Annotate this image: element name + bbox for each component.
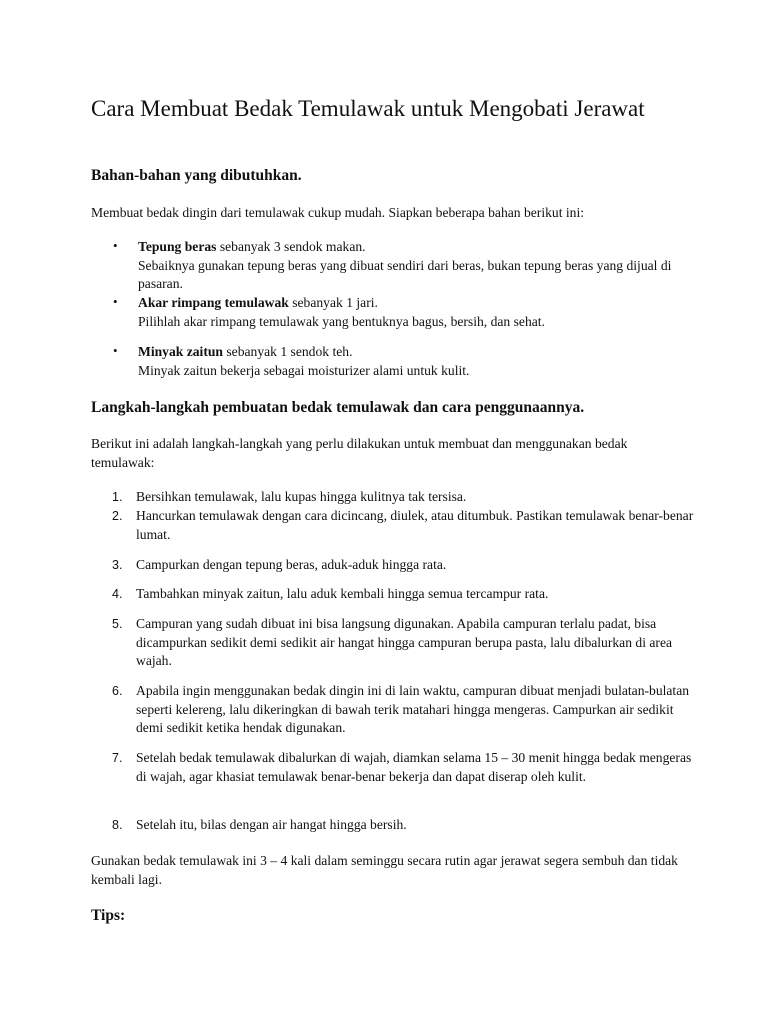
bullet-icon: • <box>113 343 118 358</box>
step-item <box>112 615 697 671</box>
document-title: Cara Membuat Bedak Temulawak untuk Mengobati Jerawat <box>91 96 645 121</box>
step-text: Setelah itu, bilas dengan air hangat hingga bersih. <box>136 817 407 832</box>
step-number: 2. <box>112 509 123 523</box>
ingredient-name: Akar rimpang temulawak <box>138 295 289 310</box>
ingredient-note: Pilihlah akar rimpang temulawak yang bentuknya bagus, bersih, dan sehat. <box>138 313 545 329</box>
tips-heading: Tips: <box>91 907 126 924</box>
ingredient-note: Minyak zaitun bekerja sebagai moisturizer alami untuk kulit. <box>138 362 470 378</box>
ingredient-name: Tepung beras <box>138 239 217 254</box>
ingredient-note: Sebaiknya gunakan tepung beras yang dibuat sendiri dari beras, bukan tepung beras yang dijual di pasaran. <box>138 257 672 291</box>
step-number: 5. <box>112 617 123 631</box>
step-text: Hancurkan temulawak dengan cara dicincang, diulek, atau ditumbuk. Pastikan temulawak benar-benar lumat. <box>136 508 694 542</box>
step-item <box>112 682 697 738</box>
ingredient-amount: sebanyak 1 jari. <box>288 295 378 310</box>
step-number: 4. <box>112 587 123 601</box>
step-item <box>112 816 697 835</box>
step-item <box>112 749 697 786</box>
step-number: 8. <box>112 818 123 832</box>
steps-intro: Berikut ini adalah langkah-langkah yang perlu dilakukan untuk membuat dan menggunakan bedak temulawak: <box>91 436 628 470</box>
step-text: Setelah bedak temulawak dibalurkan di wajah, diamkan selama 15 – 30 menit hingga bedak mengeras di wajah, agar khasiat temulawak benar-benar bekerja dan dapat diserap oleh kulit. <box>136 750 692 784</box>
ingredient-item <box>113 294 713 331</box>
ingredients-intro: Membuat bedak dingin dari temulawak cukup mudah. Siapkan beberapa bahan berikut ini: <box>91 205 585 220</box>
closing-paragraph: Gunakan bedak temulawak ini 3 – 4 kali dalam seminggu secara rutin agar jerawat segera sembuh dan tidak kembali lagi. <box>91 853 678 887</box>
step-number: 1. <box>112 490 123 504</box>
step-text: Campuran yang sudah dibuat ini bisa langsung digunakan. Apabila campuran terlalu padat, bisa dicampurkan sedikit demi sedikit air hangat hingga campuran berupa pasta, lalu dibalurkan di area wajah. <box>136 616 673 668</box>
step-item <box>112 488 697 507</box>
step-text: Tambahkan minyak zaitun, lalu aduk kembali hingga semua tercampur rata. <box>136 586 549 601</box>
step-number: 3. <box>112 558 123 572</box>
ingredient-item <box>113 343 713 380</box>
ingredient-amount: sebanyak 3 sendok makan. <box>216 239 366 254</box>
step-text: Campurkan dengan tepung beras, aduk-aduk hingga rata. <box>136 557 447 572</box>
step-text: Apabila ingin menggunakan bedak dingin ini di lain waktu, campuran dibuat menjadi bulatan-bulatan seperti kelereng, lalu dikeringkan di bawah terik matahari hingga mengeras. Campurkan air sedikit demi sedikit ketika hendak digunakan. <box>136 683 690 735</box>
bullet-icon: • <box>113 294 118 309</box>
step-text: Bersihkan temulawak, lalu kupas hingga kulitnya tak tersisa. <box>136 489 467 504</box>
ingredient-amount: sebanyak 1 sendok teh. <box>222 344 353 359</box>
step-number: 7. <box>112 751 123 765</box>
step-item <box>112 556 697 575</box>
step-item <box>112 585 697 604</box>
bullet-icon: • <box>113 238 118 253</box>
section-heading-steps: Langkah-langkah pembuatan bedak temulawak dan cara penggunaannya. <box>91 399 585 416</box>
step-item <box>112 507 697 544</box>
ingredient-name: Minyak zaitun <box>138 344 223 359</box>
section-heading-ingredients: Bahan-bahan yang dibutuhkan. <box>91 167 302 184</box>
step-number: 6. <box>112 684 123 698</box>
ingredient-item <box>113 238 713 294</box>
